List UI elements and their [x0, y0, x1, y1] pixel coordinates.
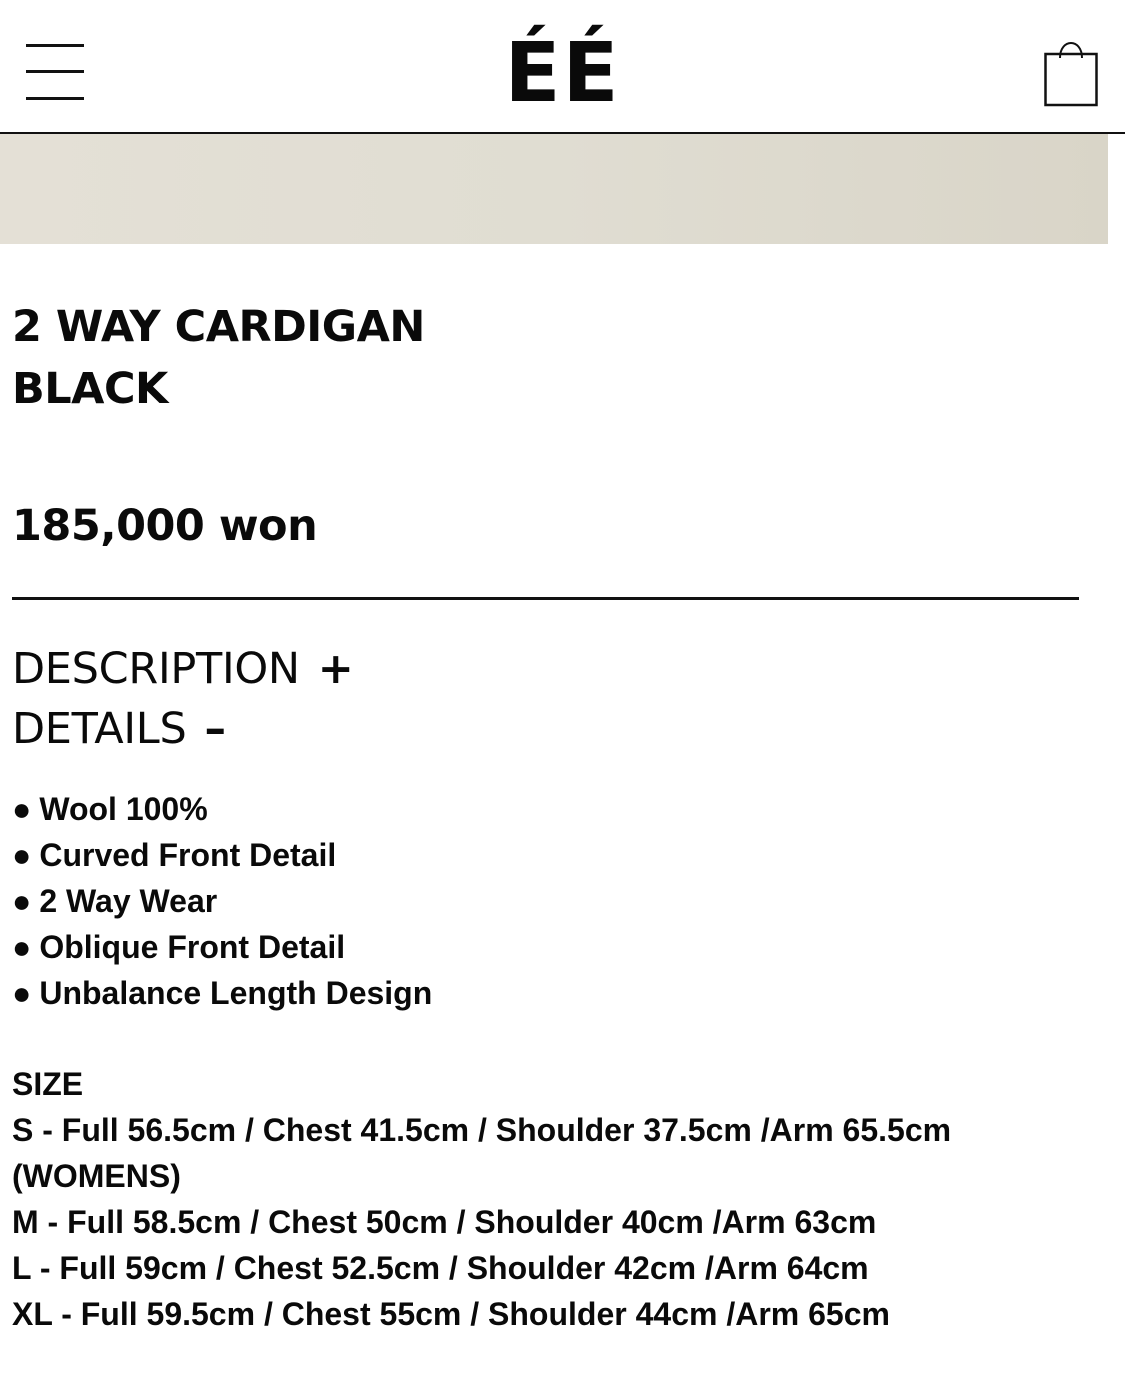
plus-icon[interactable]: + — [317, 644, 354, 694]
brand-logo[interactable]: ÉÉ — [504, 26, 621, 121]
details-label: DETAILS — [12, 704, 187, 754]
list-item — [12, 786, 432, 832]
product-price: 185,000 won — [12, 501, 318, 551]
feature-text: Unbalance Length Design — [39, 975, 433, 1011]
product-title — [12, 296, 425, 420]
bullet-icon: ● — [12, 837, 32, 873]
size-row: (WOMENS) — [12, 1158, 181, 1194]
menu-line — [26, 97, 84, 100]
minus-icon[interactable]: – — [204, 704, 226, 754]
description-accordion[interactable] — [12, 639, 353, 699]
list-item — [12, 924, 432, 970]
divider — [12, 597, 1079, 600]
size-heading: SIZE — [12, 1066, 84, 1102]
details-accordion[interactable] — [12, 699, 226, 759]
size-row: L - Full 59cm / Chest 52.5cm / Shoulder 42cm /Arm 64cm — [12, 1250, 869, 1286]
feature-text: 2 Way Wear — [39, 883, 218, 919]
feature-text: Wool 100% — [39, 791, 208, 827]
size-row: XL - Full 59.5cm / Chest 55cm / Shoulder 44cm /Arm 65cm — [12, 1296, 890, 1332]
menu-line — [26, 44, 84, 47]
feature-list — [12, 786, 432, 1016]
size-row: M - Full 58.5cm / Chest 50cm / Shoulder 40cm /Arm 63cm — [12, 1204, 877, 1240]
bullet-icon: ● — [12, 975, 32, 1011]
site-header — [0, 0, 1125, 134]
shopping-bag-icon[interactable] — [1044, 36, 1098, 108]
hamburger-menu-icon[interactable] — [26, 44, 84, 102]
product-color: BLACK — [12, 364, 168, 414]
bullet-icon: ● — [12, 929, 32, 965]
logo-container — [0, 28, 1125, 120]
product-name: 2 WAY CARDIGAN — [12, 302, 425, 352]
bullet-icon: ● — [12, 883, 32, 919]
feature-text: Oblique Front Detail — [39, 929, 346, 965]
bullet-icon: ● — [12, 791, 32, 827]
list-item — [12, 878, 432, 924]
feature-text: Curved Front Detail — [39, 837, 337, 873]
product-image — [0, 134, 1108, 244]
list-item — [12, 832, 432, 878]
menu-line — [26, 70, 84, 73]
description-label: DESCRIPTION — [12, 644, 300, 694]
size-chart — [12, 1061, 951, 1337]
size-row: S - Full 56.5cm / Chest 41.5cm / Shoulder 37.5cm /Arm 65.5cm — [12, 1112, 952, 1148]
list-item — [12, 970, 432, 1016]
